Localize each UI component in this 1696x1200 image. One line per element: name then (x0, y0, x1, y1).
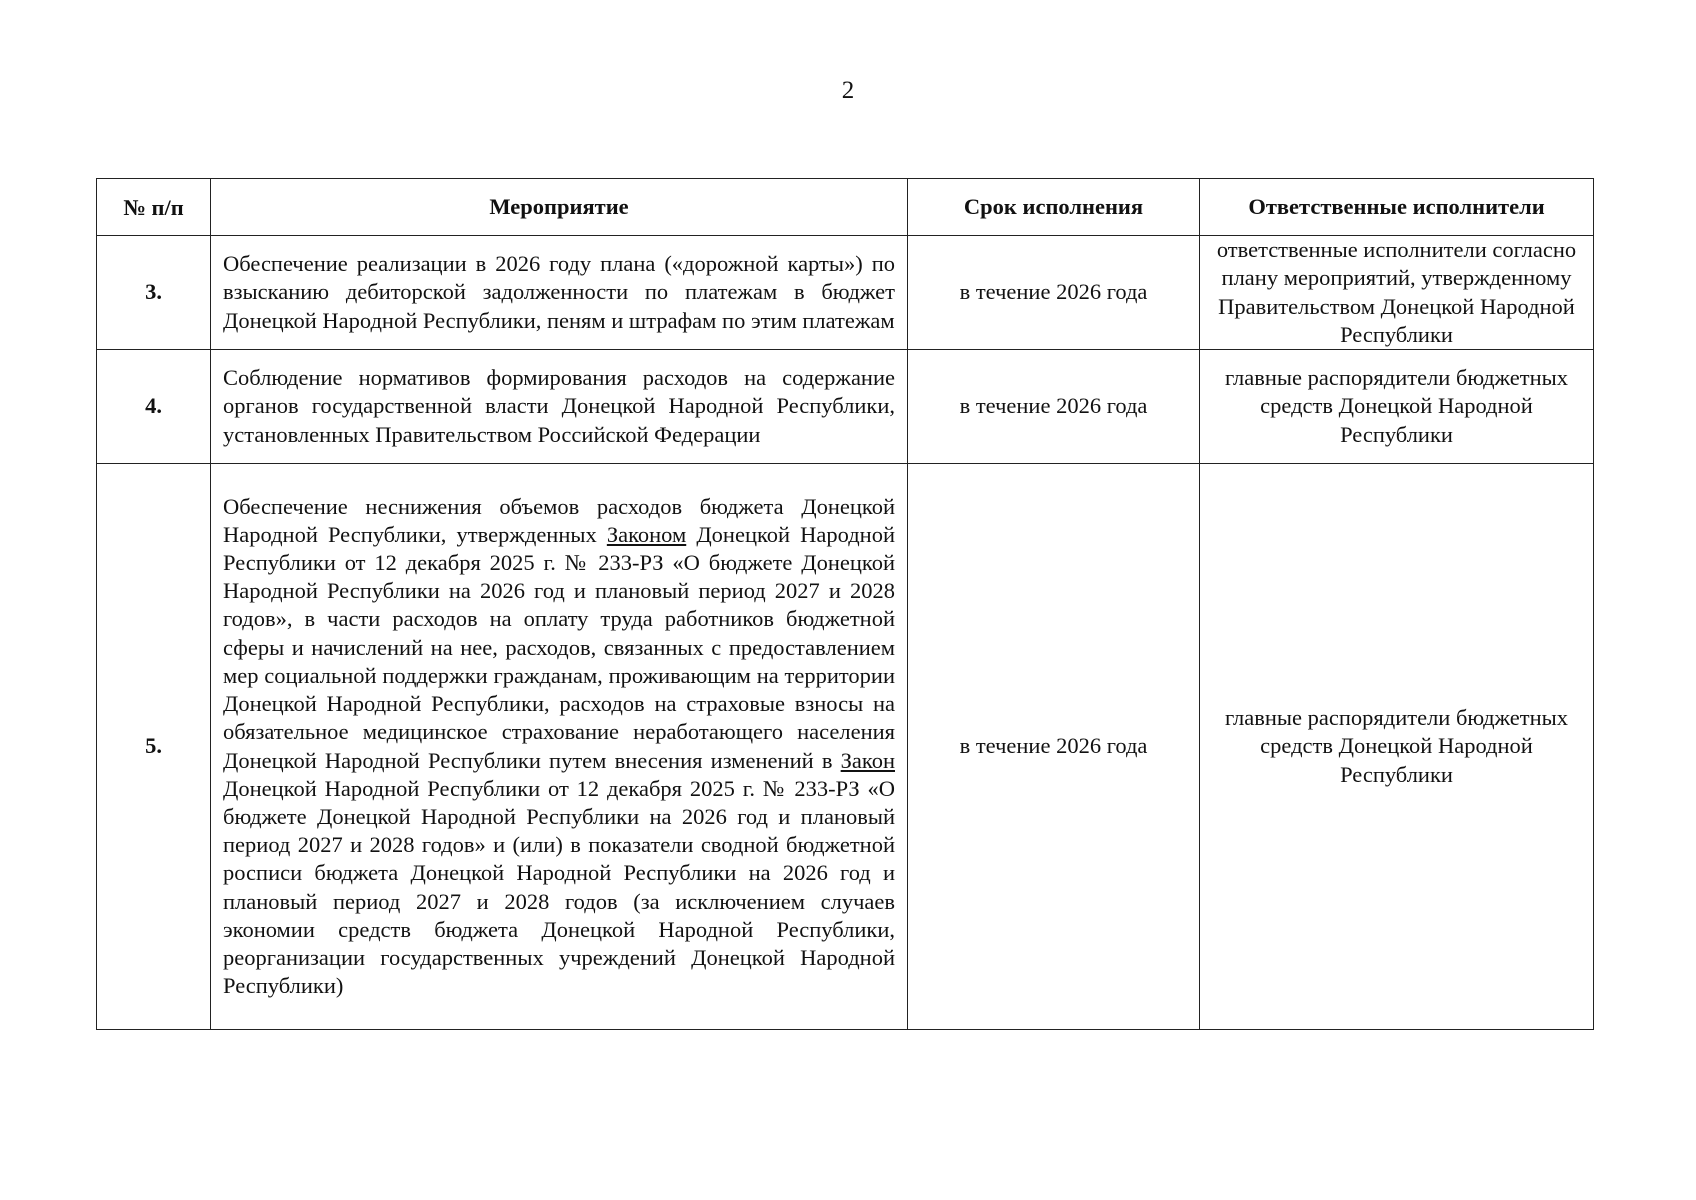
row-number: 5. (97, 464, 211, 1030)
table-row (97, 350, 1594, 464)
page-number: 2 (841, 77, 855, 104)
header-term: Срок исполнения (908, 179, 1200, 236)
row-term: в течение 2026 года (908, 236, 1200, 350)
row-term: в течение 2026 года (908, 464, 1200, 1030)
event-text-part: Донецкой Народной Республики от 12 декабря 2025 г. № 233-РЗ «О бюджете Донецкой Народной Республики на 2026 год и плановый период 2027 и 2028 годов», в части расходов на оплату труда работников бюджетной сферы и начислений на нее, расходов, связанных с предоставлением мер социальной поддержки гражданам, проживающим на территории Донецкой Народной Республики, расходов на страховые взносы на обязательное медицинское страхование неработающего населения Донецкой Народной Республики путем внесения изменений в (223, 521, 895, 773)
table-row (97, 464, 1594, 1030)
header-event: Мероприятие (211, 179, 908, 236)
law-link[interactable]: Законом (606, 521, 687, 547)
header-responsible: Ответственные исполнители (1200, 179, 1594, 236)
row-number: 4. (97, 350, 211, 464)
row-responsible: главные распорядители бюджетных средств Донецкой Народной Республики (1200, 464, 1594, 1030)
row-term: в течение 2026 года (908, 350, 1200, 464)
row-event: Соблюдение нормативов формирования расходов на содержание органов государственной власти Донецкой Народной Республики, установленных Правительством Российской Федерации (211, 350, 908, 464)
row-number: 3. (97, 236, 211, 350)
row-event (211, 464, 908, 1030)
event-text-part: Донецкой Народной Республики от 12 декабря 2025 г. № 233-РЗ «О бюджете Донецкой Народной Республики на 2026 год и плановый период 2027 и 2028 годов» и (или) в показатели сводной бюджетной росписи бюджета Донецкой Народной Республики на 2026 год и плановый период 2027 и 2028 годов (за исключением случаев экономии средств бюджета Донецкой Народной Республики, реорганизации государственных учреждений Донецкой Народной Республики) (223, 775, 895, 999)
row-responsible: главные распорядители бюджетных средств Донецкой Народной Республики (1200, 350, 1594, 464)
measures-table (96, 178, 1594, 1030)
table-row (97, 236, 1594, 350)
row-event: Обеспечение реализации в 2026 году плана («дорожной карты») по взысканию дебиторской задолженности по платежам в бюджет Донецкой Народной Республики, пеням и штрафам по этим платежам (211, 236, 908, 350)
event-text-part: Обеспечение неснижения объемов расходов бюджета Донецкой Народной Республики, утвержденных (223, 493, 895, 547)
table-header-row (97, 179, 1594, 236)
row-responsible: ответственные исполнители согласно плану мероприятий, утвержденному Правительством Донецкой Народной Республики (1200, 236, 1594, 350)
law-link[interactable]: Закон (840, 747, 895, 773)
header-number: № п/п (97, 179, 211, 236)
